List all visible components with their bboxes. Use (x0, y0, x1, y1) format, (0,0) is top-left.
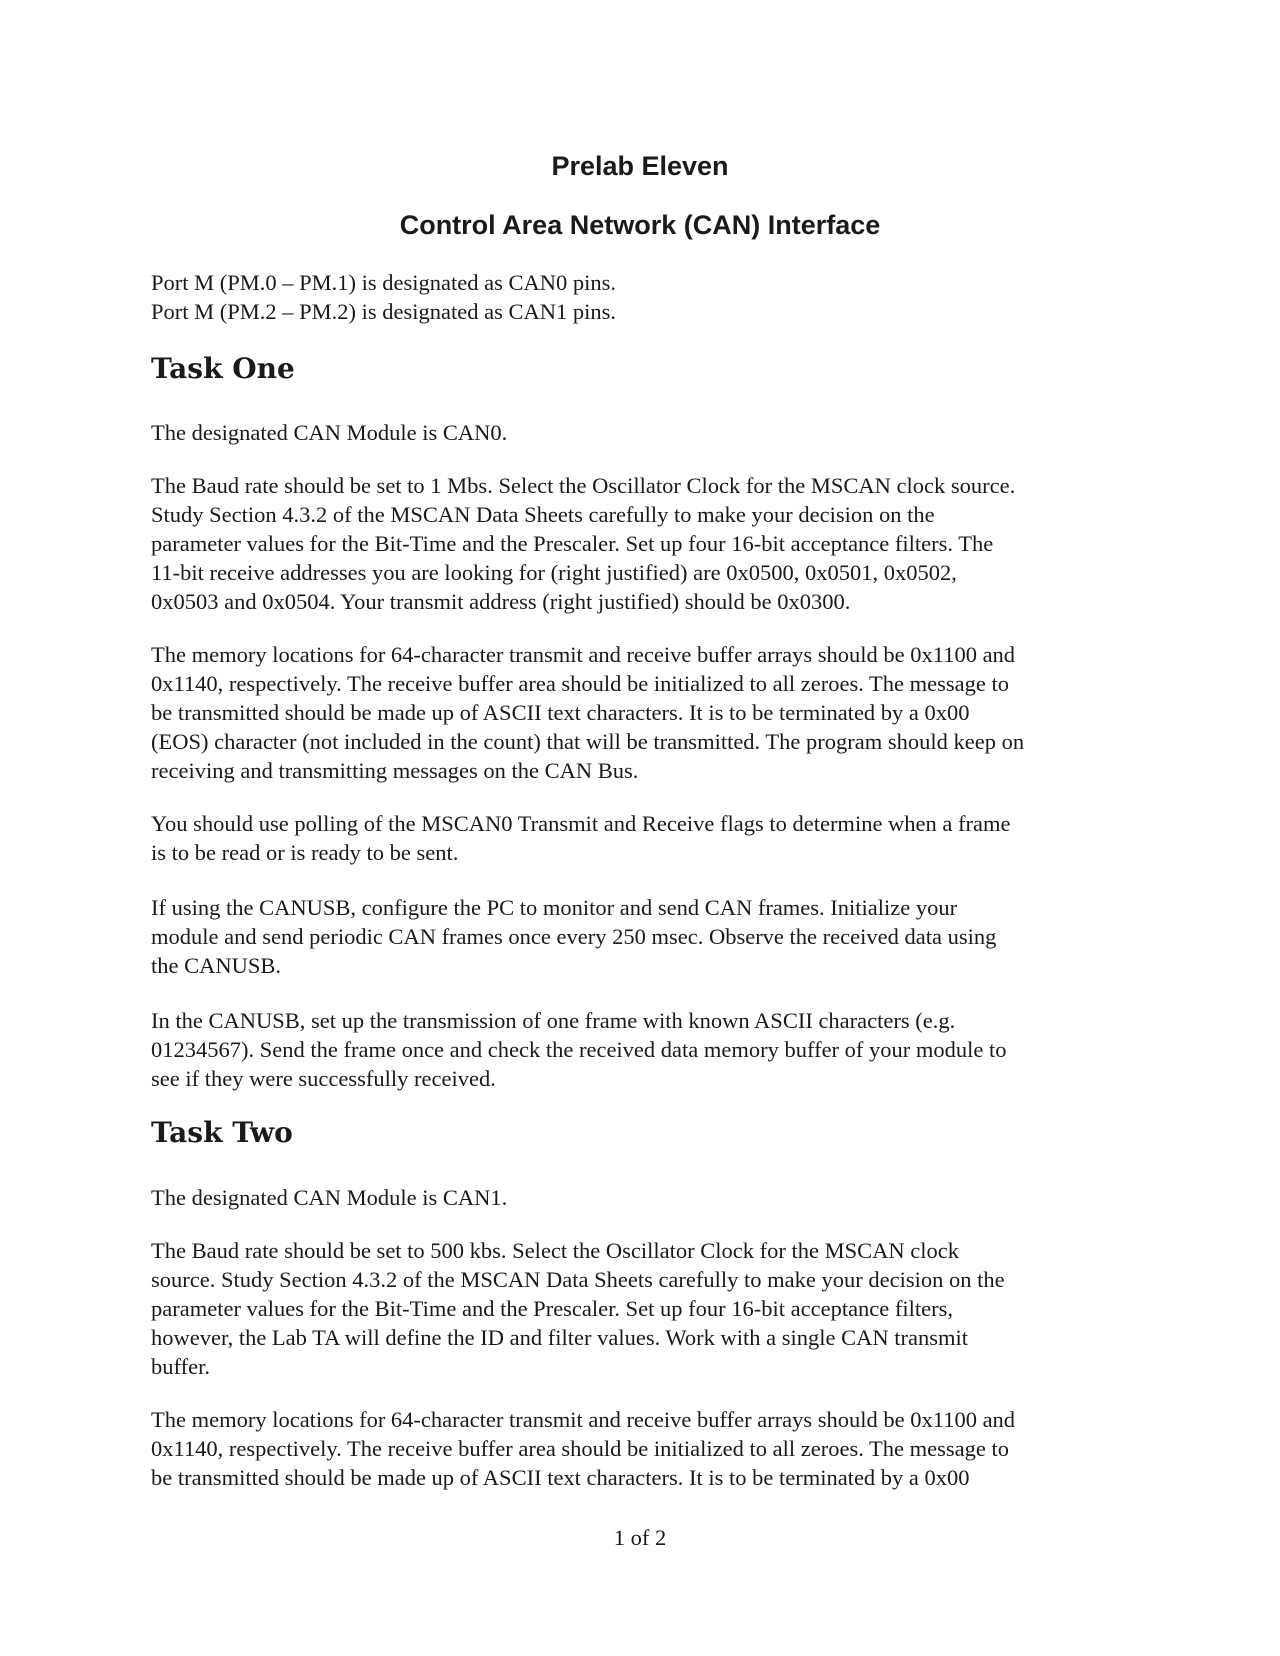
text-line: receiving and transmitting messages on the CAN Bus. (151, 758, 639, 783)
document-subtitle: Control Area Network (CAN) Interface (399, 210, 881, 240)
task-one-paragraph-1 (151, 418, 1131, 447)
task-one-paragraph-2 (151, 471, 1131, 616)
text-line: module and send periodic CAN frames once every 250 msec. Observe the received data using (151, 924, 997, 949)
task-one-paragraph-3 (151, 640, 1131, 785)
text-line: see if they were successfully received. (151, 1066, 496, 1091)
task-one-paragraph-5 (151, 893, 1131, 980)
task-one-paragraph-4 (151, 809, 1131, 867)
text-line: 0x1140, respectively. The receive buffer area should be initialized to all zeroes. The message to (151, 1436, 1010, 1461)
text-line: Study Section 4.3.2 of the MSCAN Data Sheets carefully to make your decision on the (151, 502, 935, 527)
task-two-paragraph-1 (151, 1183, 1131, 1212)
text-line: be transmitted should be made up of ASCII text characters. It is to be terminated by a 0x00 (151, 700, 970, 725)
text-line: The designated CAN Module is CAN0. (151, 420, 508, 445)
text-line: The Baud rate should be set to 500 kbs. Select the Oscillator Clock for the MSCAN clock (151, 1238, 959, 1263)
document-title: Prelab Eleven (551, 151, 729, 181)
text-line: parameter values for the Bit-Time and the Prescaler. Set up four 16-bit acceptance filters. The (151, 531, 994, 556)
text-line: The memory locations for 64-character transmit and receive buffer arrays should be 0x1100 and (151, 642, 1016, 667)
text-line: 01234567). Send the frame once and check the received data memory buffer of your module to (151, 1037, 1007, 1062)
text-line: buffer. (151, 1354, 210, 1379)
text-line: 0x1140, respectively. The receive buffer area should be initialized to all zeroes. The message to (151, 671, 1010, 696)
text-line: The memory locations for 64-character transmit and receive buffer arrays should be 0x1100 and (151, 1407, 1016, 1432)
text-line: however, the Lab TA will define the ID and filter values. Work with a single CAN transmit (151, 1325, 968, 1350)
text-line: (EOS) character (not included in the count) that will be transmitted. The program should keep on (151, 729, 1025, 754)
text-line: is to be read or is ready to be sent. (151, 840, 459, 865)
text-line: parameter values for the Bit-Time and the Prescaler. Set up four 16-bit acceptance filters, (151, 1296, 954, 1321)
intro-line: Port M (PM.0 – PM.1) is designated as CAN0 pins. (151, 270, 617, 295)
text-line: be transmitted should be made up of ASCII text characters. It is to be terminated by a 0x00 (151, 1465, 970, 1490)
task-one-heading: Task One (151, 352, 295, 385)
task-one-paragraph-6 (151, 1006, 1131, 1093)
intro-paragraph (151, 268, 1131, 326)
text-line: The designated CAN Module is CAN1. (151, 1185, 508, 1210)
page-number: 1 of 2 (613, 1525, 667, 1550)
task-two-heading: Task Two (151, 1116, 293, 1149)
text-line: 11-bit receive addresses you are looking for (right justified) are 0x0500, 0x0501, 0x0502, (151, 560, 957, 585)
text-line: the CANUSB. (151, 953, 282, 978)
text-line: The Baud rate should be set to 1 Mbs. Select the Oscillator Clock for the MSCAN clock source. (151, 473, 1016, 498)
text-line: 0x0503 and 0x0504. Your transmit address (right justified) should be 0x0300. (151, 589, 851, 614)
text-line: If using the CANUSB, configure the PC to monitor and send CAN frames. Initialize your (151, 895, 958, 920)
text-line: In the CANUSB, set up the transmission of one frame with known ASCII characters (e.g. (151, 1008, 956, 1033)
task-two-paragraph-3 (151, 1405, 1131, 1492)
text-line: source. Study Section 4.3.2 of the MSCAN Data Sheets carefully to make your decision on the (151, 1267, 1005, 1292)
task-two-paragraph-2 (151, 1236, 1131, 1381)
text-line: You should use polling of the MSCAN0 Transmit and Receive flags to determine when a frame (151, 811, 1011, 836)
intro-line: Port M (PM.2 – PM.2) is designated as CAN1 pins. (151, 299, 617, 324)
